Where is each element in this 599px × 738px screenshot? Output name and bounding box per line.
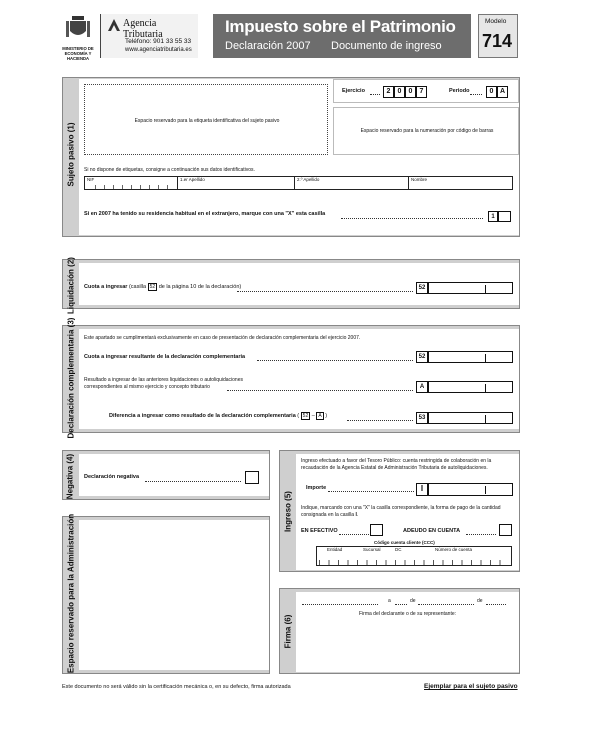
ejercicio-digit-3[interactable]: 0 (405, 86, 416, 98)
complementaria-intro: Este apartado se cumplimentará exclusivamente en caso de presentación de declaración complementaria del ejercicio 2007. (84, 335, 361, 341)
nif-label: NIF (87, 177, 95, 182)
section-label: Sujeto pasivo (1) (66, 122, 76, 187)
diferencia-input[interactable] (428, 412, 513, 424)
cuota-label: Cuota a ingresar (84, 284, 128, 290)
importe-box-letter: I (416, 483, 428, 496)
agency-web: www.agenciatributaria.es (125, 47, 192, 53)
cuota-dots (237, 291, 413, 292)
negativa-dots (145, 481, 241, 482)
form-title: Impuesto sobre el Patrimonio (225, 17, 456, 36)
coat-of-arms-icon (58, 14, 98, 42)
negativa-content (79, 454, 269, 496)
adeudo-label: ADEUDO EN CUENTA (403, 528, 461, 534)
complementaria-cuota-dots (257, 360, 413, 361)
firma-place-line (302, 604, 378, 605)
title-block (213, 14, 471, 58)
label-space-text: Espacio reservado para la etiqueta identificativa del sujeto pasivo (134, 118, 280, 124)
barcode-space-text: Espacio reservado para la numeración por código de barras (360, 128, 494, 134)
diferencia-ref2: A (318, 413, 322, 419)
ejercicio-digit-4[interactable]: 7 (416, 86, 427, 98)
adeudo-checkbox[interactable] (499, 524, 512, 536)
diferencia-minus: – (311, 413, 315, 419)
complementaria-cuota-box-number: 52 (416, 351, 428, 363)
section-ingreso (279, 450, 520, 572)
identity-row (84, 176, 513, 190)
decimal-separator (485, 415, 486, 423)
ingreso-content (296, 454, 519, 570)
firma-caption: Firma del declarante o de su representante: (359, 611, 456, 617)
footer-copy: Ejemplar para el sujeto pasivo (424, 683, 518, 690)
cuota-text (84, 284, 241, 290)
negativa-label: Declaración negativa (84, 474, 140, 480)
firma-content (296, 592, 519, 672)
indique-line1: Indique, marcando con una "X" la casilla correspondiente, la forma de pago de la cantidad (301, 505, 501, 511)
diferencia-text (109, 413, 327, 419)
cuota-detail-a: (casilla (128, 284, 147, 290)
resultado-input[interactable] (428, 381, 513, 393)
section-complementaria (62, 317, 520, 439)
sujeto-content (79, 79, 519, 235)
ejercicio-area (333, 79, 519, 103)
firma-a: a (388, 598, 391, 604)
periodo-label: Periodo (449, 88, 470, 94)
section-administracion (62, 513, 270, 674)
barcode-space (333, 107, 519, 155)
cuota-input[interactable] (428, 282, 513, 294)
modelo-label: Modelo (485, 18, 507, 25)
cuota-ref: 52 (149, 284, 156, 290)
resultado-box-letter: A (416, 381, 428, 393)
negativa-checkbox[interactable] (245, 471, 259, 484)
section-label: Espacio reservado para la Administración (66, 513, 76, 674)
indique-line2-ref: I (355, 512, 357, 518)
section-label: Firma (6) (283, 614, 293, 649)
form-subtitle-left: Declaración 2007 (225, 40, 311, 52)
ejercicio-digit-2[interactable]: 0 (394, 86, 405, 98)
ccc-cuenta-label: Número de cuenta (435, 547, 473, 552)
nif-field[interactable] (85, 177, 178, 189)
residence-box-number: 1 (488, 211, 498, 222)
ccc-entidad-label: Entidad (327, 547, 343, 552)
firma-day-line (395, 604, 407, 605)
agency-logo-icon (108, 18, 120, 30)
section-label: Negativa (4) (65, 453, 75, 500)
importe-input[interactable] (428, 483, 513, 496)
ccc-title: Código cuenta cliente (CCC) (374, 540, 435, 545)
nombre-field[interactable] (409, 177, 512, 189)
agency-block (100, 14, 198, 58)
complementaria-cuota-input[interactable] (428, 351, 513, 363)
importe-label: Importe (306, 485, 327, 491)
diferencia-dots (347, 420, 413, 421)
periodo-digit-1[interactable]: 0 (486, 86, 497, 98)
modelo-block (478, 14, 518, 58)
section-negativa (62, 450, 270, 500)
section-liquidacion (62, 257, 520, 314)
diferencia-formula-close: ) (325, 413, 328, 419)
ejercicio-dots (370, 94, 380, 95)
decimal-separator (485, 486, 486, 494)
section-label: Liquidación (2) (66, 257, 76, 314)
periodo-digit-2[interactable]: A (497, 86, 508, 98)
footer-note: Este documento no será válido sin la certificación mecánica o, en su defecto, firma autorizada (62, 684, 291, 690)
diferencia-ref1: 52 (302, 413, 309, 419)
apellido2-label: 2.º Apellido (297, 177, 320, 182)
section-firma (279, 588, 520, 674)
resultado-line2: correspondientes al mismo ejercicio y concepto tributario (84, 384, 210, 390)
complementaria-cuota-label: Cuota a ingresar resultante de la declaración complementaria (84, 354, 246, 360)
firma-de2: de (477, 598, 483, 604)
apellido2-field[interactable] (295, 177, 409, 189)
liquidacion-content (79, 263, 519, 305)
agency-name: Agencia Tributaria (123, 18, 163, 40)
cuota-box-number: 52 (416, 282, 428, 294)
decimal-separator (485, 384, 486, 392)
apellido1-label: 1.er Apellido (180, 177, 205, 182)
administracion-content (79, 520, 269, 670)
ccc-ticks (319, 560, 509, 565)
ministry-logo (58, 14, 98, 61)
firma-year-line (486, 604, 506, 605)
label-space (84, 84, 328, 155)
modelo-number: 714 (482, 31, 513, 51)
efectivo-label: EN EFECTIVO (301, 528, 338, 534)
apellido1-field[interactable] (178, 177, 295, 189)
nif-ticks (95, 185, 175, 189)
resultado-dots (227, 390, 413, 391)
decimal-separator (485, 285, 486, 293)
section-label: Declaración complementaria (3) (66, 317, 76, 439)
complementaria-content (79, 329, 519, 429)
ccc-sucursal-label: Sucursal (363, 547, 381, 552)
periodo-dots (470, 94, 482, 95)
adeudo-dots (466, 534, 496, 535)
no-labels-note: Si no dispone de etiquetas, consigne a continuación sus datos identificativos. (84, 167, 255, 173)
indique-line2-b: . (356, 512, 359, 518)
ingreso-intro-line1: Ingreso efectuado a favor del Tesoro Público: cuenta restringida de colaboración en la (301, 458, 492, 464)
resultado-line1: Resultado a ingresar de las anteriores liquidaciones o autoliquidaciones (84, 377, 243, 383)
efectivo-dots (339, 534, 369, 535)
section-label: Ingreso (5) (283, 491, 293, 532)
ejercicio-label: Ejercicio (342, 88, 365, 94)
residence-dots (341, 218, 483, 219)
decimal-separator (485, 354, 486, 362)
diferencia-formula-open: ( (297, 413, 300, 419)
importe-dots (328, 491, 414, 492)
section-label-bar (63, 78, 78, 236)
form-subtitle-right: Documento de ingreso (331, 40, 442, 52)
diferencia-label: Diferencia a ingresar como resultado de la declaración complementaria (109, 413, 296, 419)
ejercicio-digit-1[interactable]: 2 (383, 86, 394, 98)
efectivo-checkbox[interactable] (370, 524, 383, 536)
firma-de1: de (410, 598, 416, 604)
firma-month-line (418, 604, 474, 605)
residence-checkbox[interactable] (498, 211, 511, 222)
section-sujeto-pasivo (62, 77, 520, 237)
ccc-dc-label: DC (395, 547, 402, 552)
cuota-detail-b: de la página 10 de la declaración) (158, 284, 242, 290)
residence-text: Si en 2007 ha tenido su residencia habitual en el extranjero, marque con una "X" esta casilla (84, 211, 326, 217)
ministry-name: MINISTERIO DE ECONOMÍA Y HACIENDA (62, 46, 94, 61)
ccc-field[interactable] (316, 546, 512, 566)
nombre-label: Nombre (411, 177, 428, 182)
indique-line2 (301, 512, 358, 518)
agency-phone: Teléfono: 901 33 55 33 (125, 38, 192, 45)
indique-line2-a: consignada en la casilla (301, 512, 355, 518)
ingreso-intro-line2: recaudación de la Agencia Estatal de Administración Tributaria de autoliquidaciones. (301, 465, 488, 471)
diferencia-box-number: 53 (416, 412, 428, 424)
